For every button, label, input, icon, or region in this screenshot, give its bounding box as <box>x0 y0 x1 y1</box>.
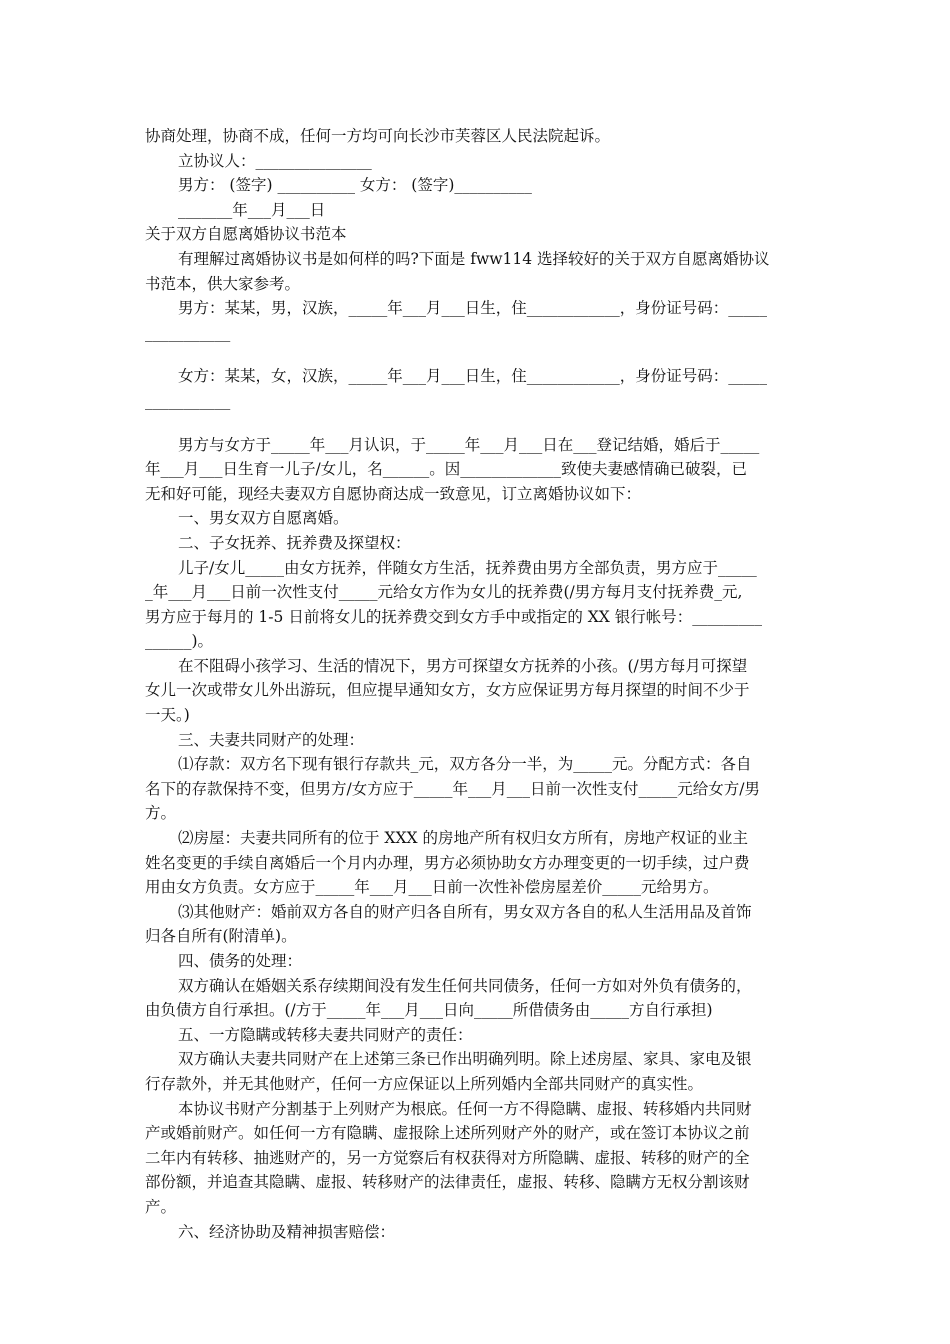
document-text-line: 五、一方隐瞒或转移夫妻共同财产的责任： <box>178 1025 473 1044</box>
document-text-line: 男方应于每月的 1-5 日前将女儿的抚养费交到女方手中或指定的 XX 银行帐号：_________ <box>145 607 762 626</box>
document-text-line: 无和好可能，现经夫妻双方自愿协商达成一致意见，订立离婚协议如下： <box>145 484 642 503</box>
document-text-line: 女方：某某，女，汉族，_____年___月___日生，住____________，身份证号码：_____ <box>178 367 768 386</box>
document-text-line: 姓名变更的手续自离婚后一个月内办理，男方必须协助女方办理变更的一切手续，过户费 <box>145 853 750 872</box>
document-text-line: 二年内有转移、抽逃财产的，另一方觉察后有权获得对方所隐瞒、虚报、转移的财产的全 <box>145 1148 750 1167</box>
document-text-line: 归各自所有(附清单)。 <box>145 927 297 946</box>
document-text-line: ______)。 <box>145 632 214 651</box>
paragraph-gap <box>145 414 811 433</box>
document-text-line: 书范本，供大家参考。 <box>145 274 301 293</box>
paragraph-gap <box>145 345 811 364</box>
document-text-line: 年___月___日生育一儿子/女儿，名______。因_____________致使夫妻感情确已破裂，已 <box>145 460 747 479</box>
document-text-line: 双方确认在婚姻关系存续期间没有发生任何共同债务，任何一方如对外负有债务的， <box>178 976 752 995</box>
document-text-line: 本协议书财产分割基于上列财产为根底。任何一方不得隐瞒、虚报、转移婚内共同财 <box>178 1099 752 1118</box>
document-text-line: ___________ <box>145 391 231 410</box>
document-text-line: 协商处理，协商不成，任何一方均可向长沙市芙蓉区人民法院起诉。 <box>145 127 611 145</box>
document-text-line: 二、子女抚养、抚养费及探望权： <box>178 533 411 552</box>
document-text-line: ___________ <box>145 323 231 342</box>
document-text-line: 双方确认夫妻共同财产在上述第三条已作出明确列明。除上述房屋、家具、家电及银 <box>178 1050 752 1069</box>
document-text-line: 四、债务的处理： <box>178 952 303 970</box>
document-text-line: 在不阻碍小孩学习、生活的情况下，男方可探望女方抚养的小孩。(/男方每月可探望 <box>178 656 748 675</box>
document-page <box>145 124 811 1244</box>
document-text-line: 部份额，并追查其隐瞒、虚报、转移财产的法律责任，虚报、转移、隐瞒方无权分割该财 <box>145 1173 750 1192</box>
document-text-line: 行存款外，并无其他财产，任何一方应保证以上所列婚内全部共同财产的真实性。 <box>145 1074 704 1093</box>
document-text-line: 关于双方自愿离婚协议书范本 <box>145 225 347 244</box>
document-text-line: 用由女方负责。女方应于_____年___月___日前一次性补偿房屋差价_____元给男方。 <box>145 878 719 897</box>
document-text-line: 一、男女双方自愿离婚。 <box>178 509 349 528</box>
document-text-line: 男方： (签字) __________ 女方： (签字)__________ <box>178 176 532 195</box>
document-text-line: 三、夫妻共同财产的处理： <box>178 730 365 749</box>
document-text-line: ⑴存款：双方名下现有银行存款共_元，双方各分一半，为_____元。分配方式：各自 <box>178 755 752 774</box>
document-text-line: 方。 <box>145 804 177 823</box>
document-text-line: 由负债方自行承担。(/方于_____年___月___日向_____所借债务由_____方自行承担) <box>145 1001 713 1020</box>
document-text-line: 一天。) <box>145 706 190 725</box>
document-text-line: 有理解过离婚协议书是如何样的吗?下面是 fww114 选择较好的关于双方自愿离婚协议 <box>178 249 770 268</box>
document-text-line: 男方与女方于_____年___月认识，于_____年___月___日在___登记结婚，婚后于_____ <box>178 435 760 454</box>
document-text-line: ⑵房屋：夫妻共同所有的位于 XXX 的房地产所有权归女方所有，房地产权证的业主 <box>178 829 748 848</box>
document-text-line: 产。 <box>145 1197 177 1216</box>
document-text-line: 名下的存款保持不变，但男方/女方应于_____年___月___日前一次性支付_____元给女方/男 <box>145 779 760 798</box>
document-text-line: 立协议人：_______________ <box>178 151 372 170</box>
document-text-line: 六、经济协助及精神损害赔偿： <box>178 1222 396 1241</box>
document-text-line: _年___月___日前一次性支付_____元给女方作为女儿的抚养费(/男方每月支付抚养费_元, <box>145 583 743 602</box>
document-text-line: 女儿一次或带女儿外出游玩，但应提早通知女方，女方应保证男方每月探望的时间不少于 <box>145 681 750 700</box>
document-text-line: _______年___月___日 <box>178 200 326 219</box>
document-text-line: ⑶其他财产：婚前双方各自的财产归各自所有，男女双方各自的私人生活用品及首饰 <box>178 902 752 921</box>
document-text-line: 儿子/女儿_____由女方抚养，伴随女方生活，抚养费由男方全部负责，男方应于_____ <box>178 558 757 577</box>
document-text-line: 男方：某某，男，汉族，_____年___月___日生，住____________，身份证号码：_____ <box>178 299 768 318</box>
document-text-line: 产或婚前财产。如任何一方有隐瞒、虚报除上述所列财产外的财产，或在签订本协议之前 <box>145 1124 750 1143</box>
